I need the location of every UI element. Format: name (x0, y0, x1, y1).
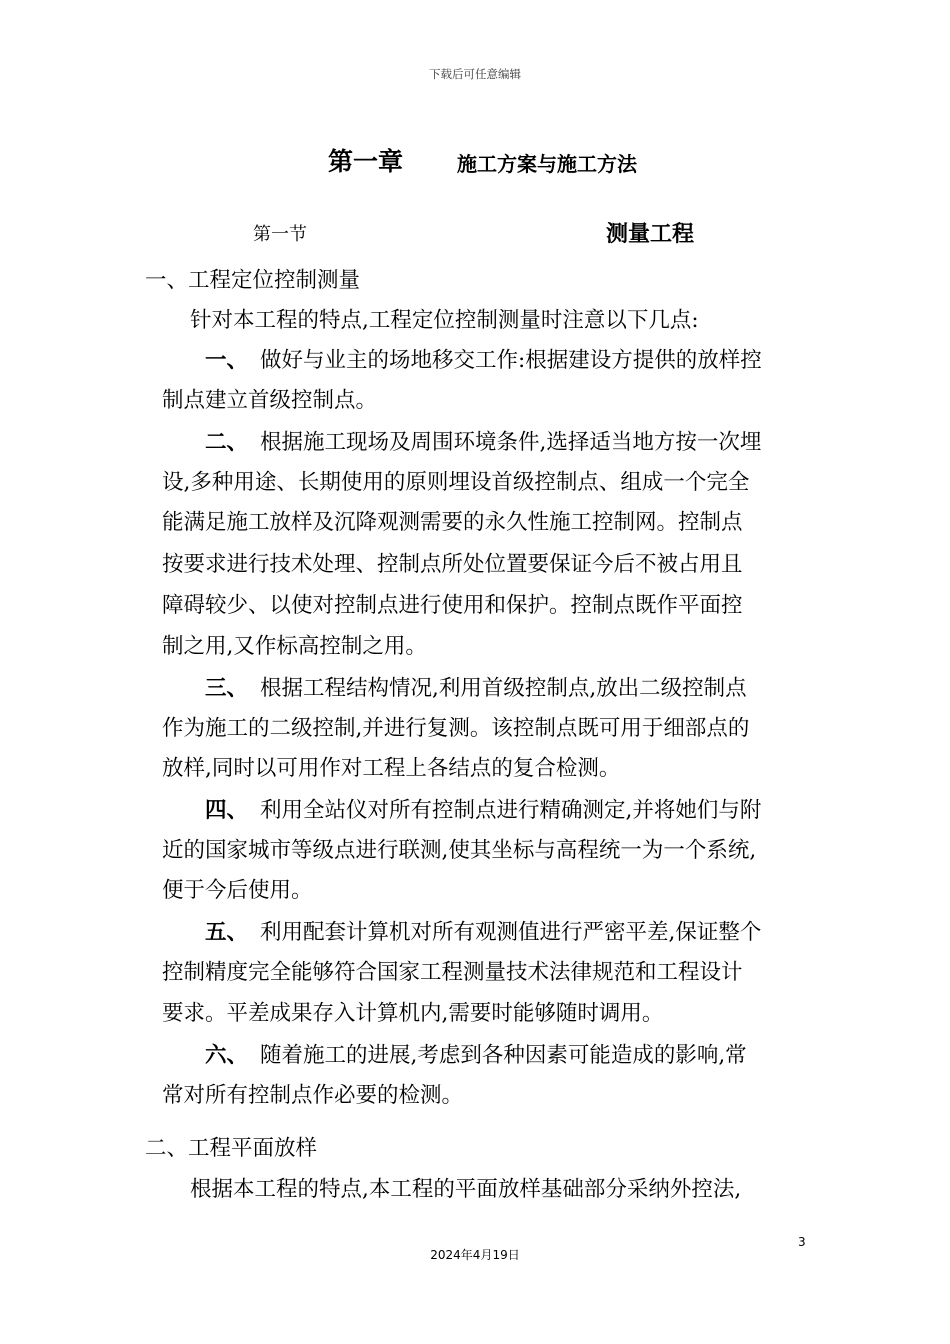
item-text: 控制精度完全能够符合国家工程测量技术法律规范和工程设计 (162, 960, 743, 985)
item-text: 做好与业主的场地移交工作:根据建设方提供的放样控 (260, 348, 762, 373)
part1-heading: 一、工程定位控制测量 (145, 268, 361, 293)
item-text: 利用配套计算机对所有观测值进行严密平差,保证整个 (260, 920, 762, 945)
list-item (205, 674, 747, 704)
footer-date: 2024年4月19日 (430, 1248, 520, 1262)
part1-intro: 针对本工程的特点,工程定位控制测量时注意以下几点: (190, 308, 699, 333)
list-item (205, 796, 761, 826)
item-text: 近的国家城市等级点进行联测,使其坐标与高程统一为一个系统, (162, 838, 757, 863)
item-text: 根据工程结构情况,利用首级控制点,放出二级控制点 (260, 676, 747, 701)
item-text: 制点建立首级控制点。 (162, 388, 378, 413)
item-marker: 一、 (205, 348, 249, 373)
item-text: 作为施工的二级控制,并进行复测。该控制点既可用于细部点的 (162, 716, 750, 741)
item-text: 制之用,又作标高控制之用。 (162, 634, 427, 659)
item-text: 便于今后使用。 (162, 878, 313, 903)
item-text: 随着施工的进展,考虑到各种因素可能造成的影响,常 (260, 1043, 747, 1068)
item-text: 放样,同时以可用作对工程上各结点的复合检测。 (162, 756, 621, 781)
item-text: 利用全站仪对所有控制点进行精确测定,并将她们与附 (260, 798, 762, 823)
item-marker: 五、 (205, 920, 249, 945)
header-note: 下载后可任意编辑 (429, 67, 521, 81)
chapter-number: 第一章 (328, 147, 404, 176)
item-text: 障碍较少、以使对控制点进行使用和保护。控制点既作平面控 (162, 593, 743, 618)
section-title: 测量工程 (606, 222, 695, 247)
part2-intro: 根据本工程的特点,本工程的平面放样基础部分采纳外控法, (190, 1177, 742, 1202)
item-text: 常对所有控制点作必要的检测。 (162, 1083, 464, 1108)
item-marker: 六、 (205, 1043, 249, 1068)
item-marker: 四、 (205, 798, 249, 823)
item-text: 设,多种用途、长期使用的原则埋设首级控制点、组成一个完全 (162, 470, 750, 495)
part2-heading: 二、工程平面放样 (145, 1136, 318, 1161)
list-item (205, 918, 761, 948)
item-marker: 三、 (205, 676, 249, 701)
list-item (205, 428, 761, 458)
list-item (205, 346, 762, 376)
item-text: 根据施工现场及周围环境条件,选择适当地方按一次埋 (260, 430, 762, 455)
list-item (205, 1041, 747, 1071)
item-text: 能满足施工放样及沉降观测需要的永久性施工控制网。控制点 (162, 510, 743, 535)
chapter-title: 施工方案与施工方法 (457, 152, 637, 176)
item-marker: 二、 (205, 430, 249, 455)
section-number: 第一节 (253, 224, 307, 245)
page-number: 3 (798, 1235, 806, 1249)
item-text: 按要求进行技术处理、控制点所处位置要保证今后不被占用且 (162, 552, 743, 577)
item-text: 要求。平差成果存入计算机内,需要时能够随时调用。 (162, 1001, 664, 1026)
